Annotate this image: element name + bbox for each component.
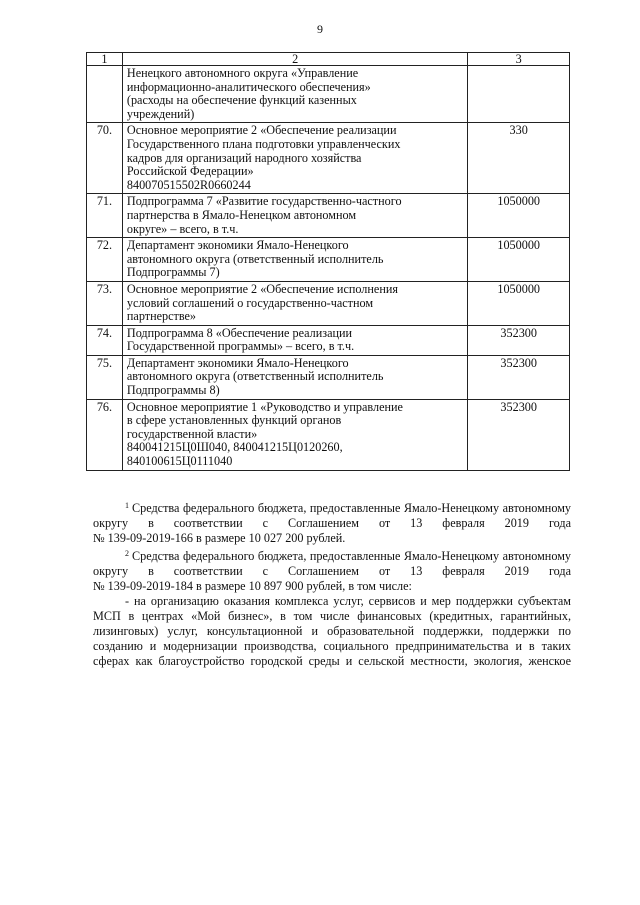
row-description [122, 325, 468, 355]
table-row [87, 325, 570, 355]
footnote-2-bullet-text: - на организацию оказания комплекса услуг, сервисов и мер поддержки субъектам МСП в центрах «Мой бизнес», в том числе финансовых (кредитных, гарантийных, лизинговых) услуг, консультационной и образовательной поддержки, поддержки по созданию и модернизации производства, социального предпринимательства и в таких сферах как благоустройство городской среды и сельской местности, экология, женское [93, 594, 571, 668]
footnote-1-mark: 1 [125, 501, 129, 510]
table-row [87, 355, 570, 399]
row-amount: 352300 [468, 399, 570, 470]
row-number: 72. [87, 238, 123, 282]
row-amount: 1050000 [468, 194, 570, 238]
page-number: 9 [317, 22, 323, 36]
description-line: Департамент экономики Ямало-Ненецкого [126, 355, 349, 370]
footnote-1 [93, 498, 571, 546]
description-line: Российской Федерации» [126, 164, 254, 179]
budget-table [86, 52, 570, 471]
footnote-2 [93, 546, 571, 594]
row-number [87, 66, 123, 123]
description-line: Основное мероприятие 2 «Обеспечение реализации [126, 123, 397, 138]
header-cell-3: 3 [468, 53, 570, 66]
row-description [122, 355, 468, 399]
header-cell-1: 1 [87, 53, 123, 66]
footnote-1-text: Средства федерального бюджета, предоставленные Ямало-Ненецкому автономному округу в соответствии с Соглашением от 13 февраля 2019 года [93, 501, 571, 530]
row-number: 74. [87, 325, 123, 355]
footnote-2-text: Средства федерального бюджета, предоставленные Ямало-Ненецкому автономному округу в соответствии с Соглашением от 13 февраля 2019 года [93, 549, 571, 578]
row-description [122, 194, 468, 238]
header-cell-2: 2 [122, 53, 468, 66]
description-line: 840070515502R0660244 [126, 177, 251, 192]
table-row [87, 123, 570, 194]
row-description [122, 123, 468, 194]
row-amount: 330 [468, 123, 570, 194]
row-number: 75. [87, 355, 123, 399]
description-line: 840100615Ц0111040 [126, 454, 233, 469]
footnote-2-bullet [93, 594, 571, 669]
footnotes [93, 498, 571, 669]
table-row [87, 238, 570, 282]
description-line: партнерстве» [126, 309, 197, 324]
row-description [122, 399, 468, 470]
row-amount: 1050000 [468, 281, 570, 325]
description-line: Основное мероприятие 1 «Руководство и управление [126, 399, 403, 414]
row-number: 76. [87, 399, 123, 470]
table-row [87, 281, 570, 325]
description-line: в сфере установленных функций органов [126, 413, 342, 428]
footnote-2-mark: 2 [125, 549, 129, 558]
description-line: государственной власти» [126, 426, 258, 441]
description-line: (расходы на обеспечение функций казенных [126, 93, 357, 108]
row-number: 70. [87, 123, 123, 194]
description-line: Государственной программы» – всего, в т.ч. [126, 339, 355, 354]
description-line: Подпрограмма 7 «Развитие государственно-частного [126, 194, 402, 209]
description-line: партнерства в Ямало-Ненецком автономном [126, 207, 357, 222]
table-header-row [87, 53, 570, 66]
row-amount [468, 66, 570, 123]
description-line: Ненецкого автономного округа «Управление [126, 66, 359, 80]
description-line: 840041215Ц0Ш040, 840041215Ц0120260, [126, 440, 343, 455]
description-line: Подпрограмма 8 «Обеспечение реализации [126, 325, 353, 340]
row-description [122, 281, 468, 325]
row-number: 73. [87, 281, 123, 325]
row-amount: 1050000 [468, 238, 570, 282]
description-line: Департамент экономики Ямало-Ненецкого [126, 238, 349, 253]
description-line: условий соглашений о государственно-частном [126, 295, 374, 310]
description-line: автономного округа (ответственный исполнитель [126, 251, 384, 266]
description-line: информационно-аналитического обеспечения» [126, 79, 371, 94]
footnote-1-text-end: № 139-09-2019-166 в размере 10 027 200 рублей. [93, 531, 346, 545]
table-row [87, 399, 570, 470]
table-row [87, 66, 570, 123]
description-line: Подпрограммы 8) [126, 383, 220, 398]
description-line: автономного округа (ответственный исполнитель [126, 369, 384, 384]
row-amount: 352300 [468, 355, 570, 399]
table-body [87, 66, 570, 471]
description-line: Подпрограммы 7) [126, 265, 220, 280]
row-description [122, 66, 468, 123]
row-amount: 352300 [468, 325, 570, 355]
footnote-2-text-end: № 139-09-2019-184 в размере 10 897 900 рублей, в том числе: [93, 579, 412, 593]
description-line: учреждений) [126, 106, 195, 121]
description-line: Основное мероприятие 2 «Обеспечение исполнения [126, 281, 398, 296]
description-line: Государственного плана подготовки управленческих [126, 136, 401, 151]
description-line: кадров для организаций народного хозяйства [126, 150, 362, 165]
row-number: 71. [87, 194, 123, 238]
description-line: округе» – всего, в т.ч. [126, 221, 239, 236]
row-description [122, 238, 468, 282]
table-row [87, 194, 570, 238]
